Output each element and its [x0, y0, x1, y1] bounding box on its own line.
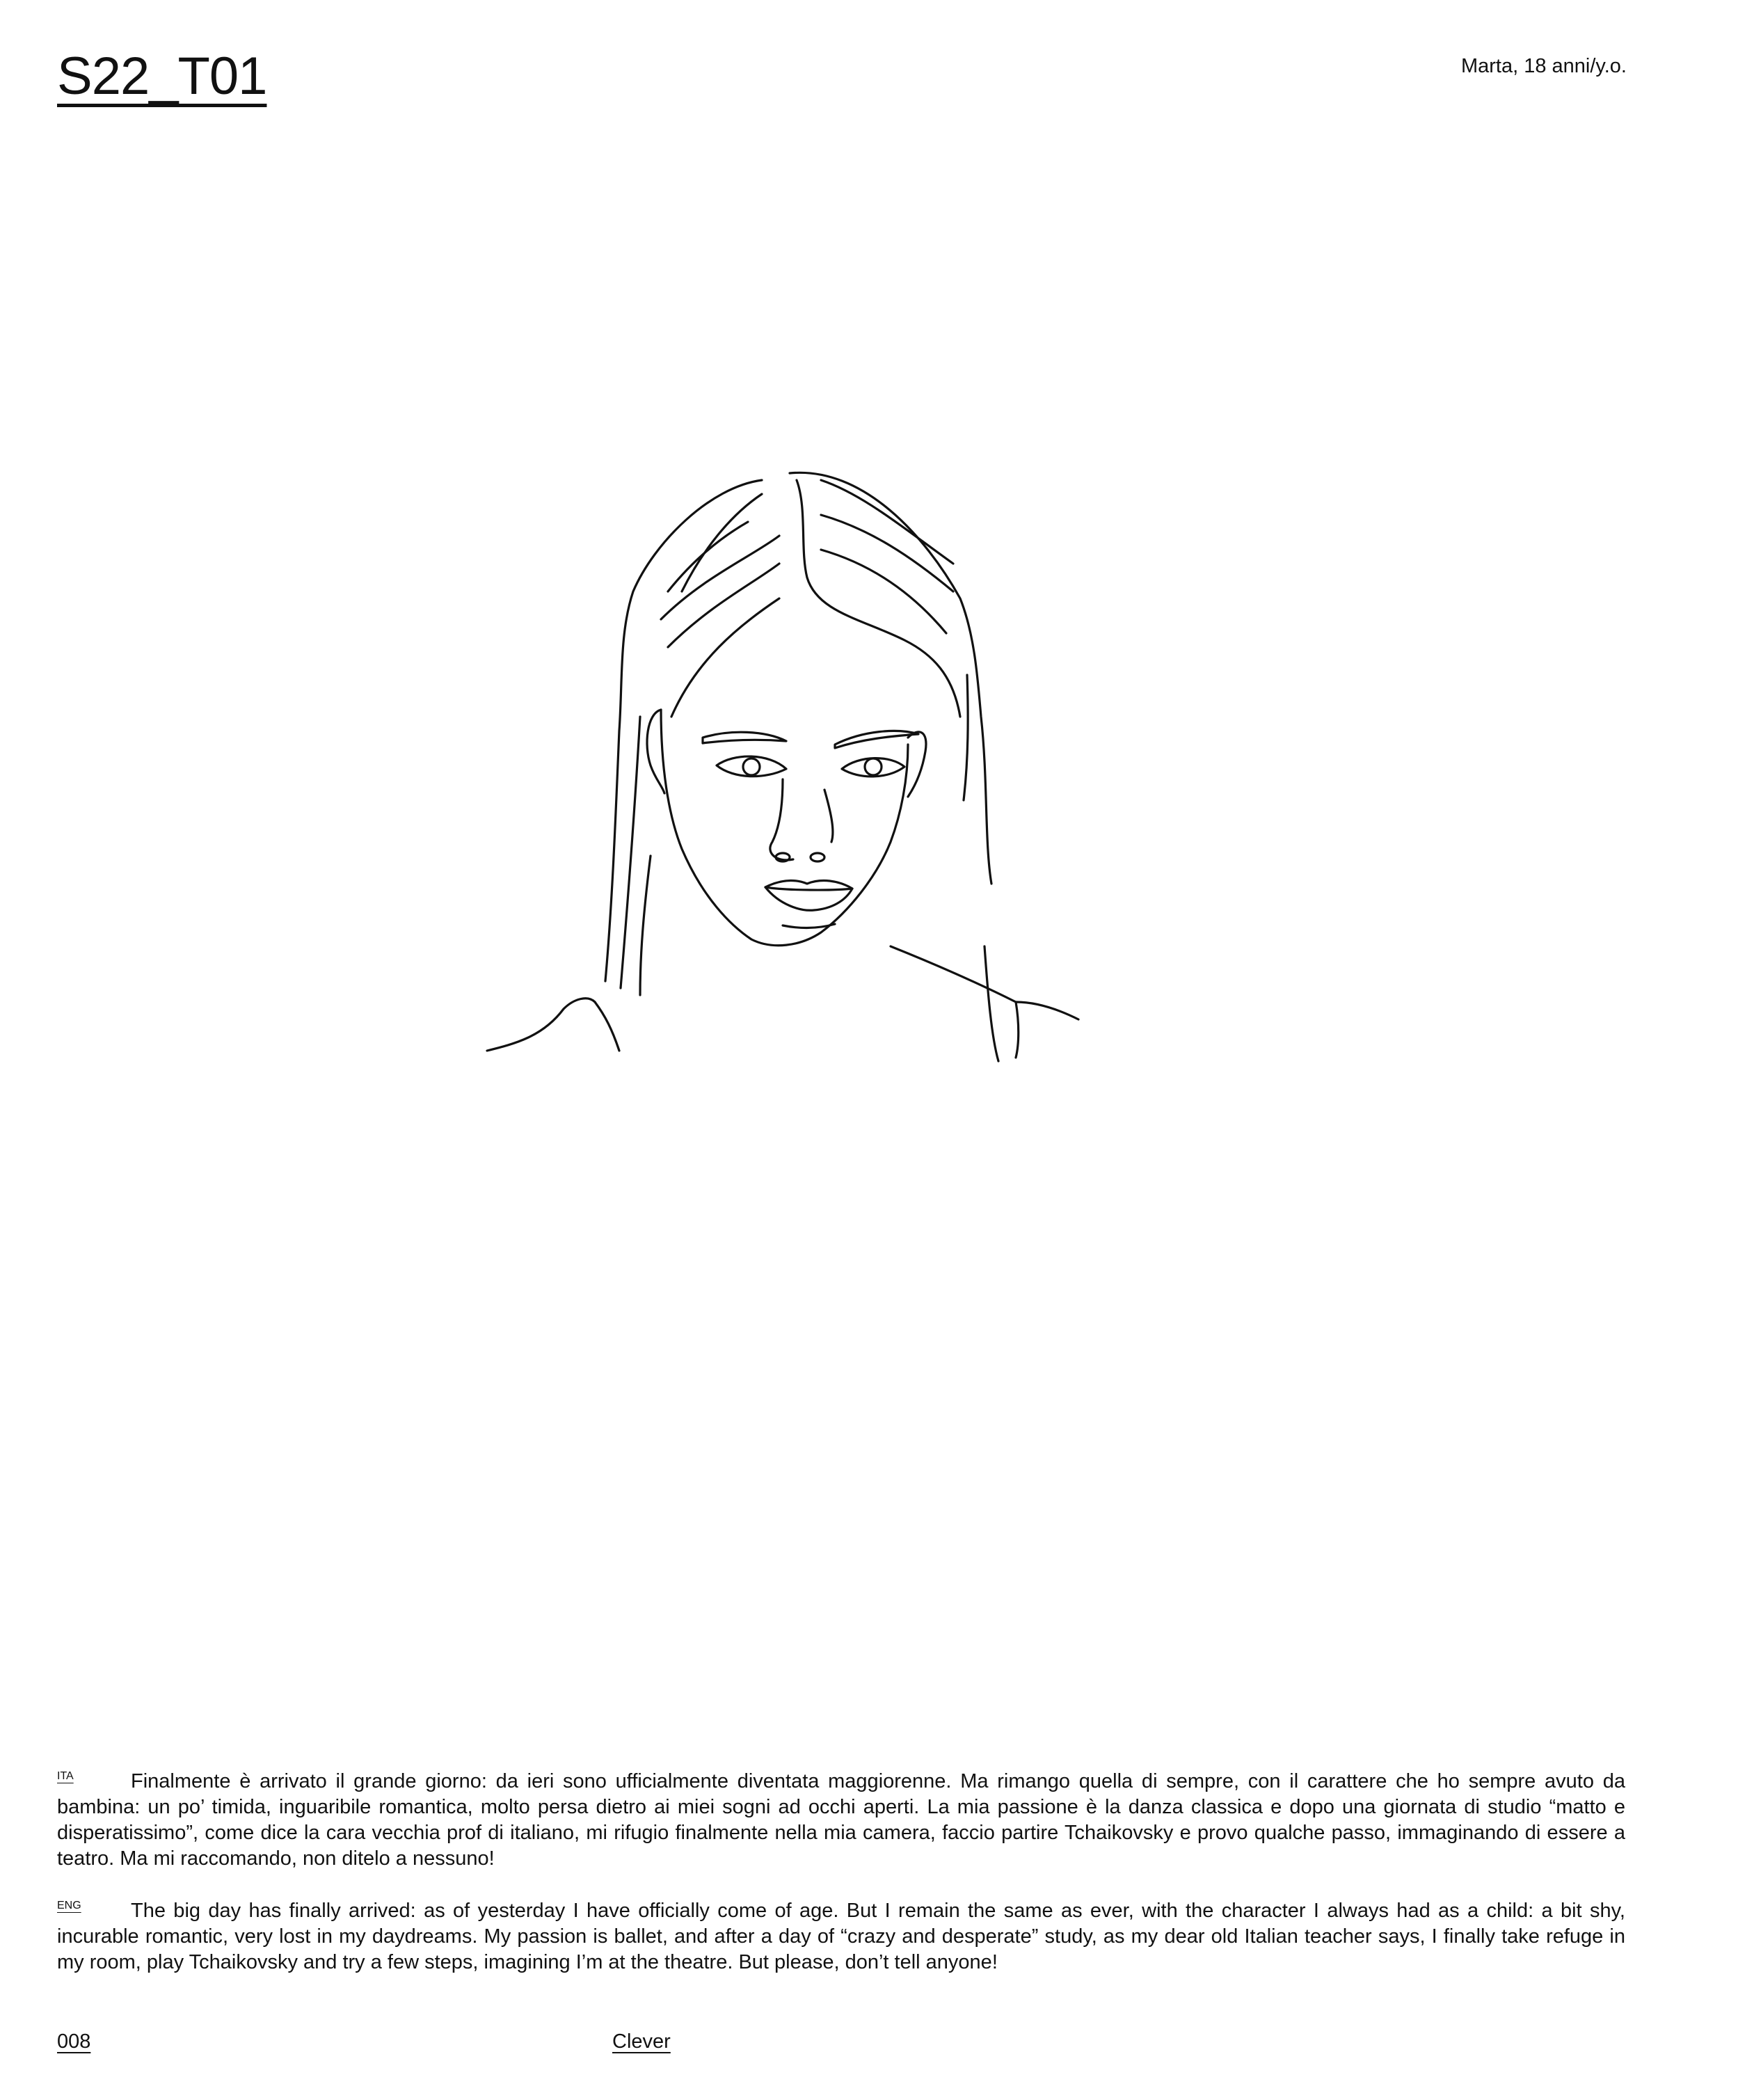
magazine-name: Clever — [612, 2030, 671, 2053]
ita-language-tag: ITA — [57, 1770, 74, 1782]
page-number: 008 — [57, 2030, 91, 2053]
ita-body-text: Finalmente è arrivato il grande giorno: da ieri sono ufficialmente diventata maggiorenne. Ma rimango quella di sempre, con il carattere che ho sempre avuto da bambina: un po’ timida, inguaribile romantica, molto persa dietro ai miei sogni ad occhi aperti. La mia passione è la danza classica e dopo una giornata di studio “matto e disperatissimo”, come dice la cara vecchia prof di italiano, mi rifugio finalmente nella mia camera, faccio partire Tchaikovsky e provo qualche passo, immaginando di essere a teatro. Ma mi raccomando, non ditelo a nessuno! — [57, 1770, 1625, 1870]
portrait-illustration — [473, 452, 1218, 1197]
subject-caption: Marta, 18 anni/y.o. — [1460, 55, 1627, 77]
line-drawing-portrait-icon — [473, 452, 1218, 1197]
eng-language-tag: ENG — [57, 1900, 81, 1911]
english-paragraph — [57, 1893, 1625, 1975]
italian-paragraph — [57, 1763, 1625, 1872]
page-title: S22_T01 — [57, 47, 267, 106]
eng-body-text: The big day has finally arrived: as of yesterday I have officially come of age. But I remain the same as ever, with the character I always had as a child: a bit shy, incurable romantic, very lost in my daydreams. My passion is ballet, and after a day of “crazy and desperate” study, as my dear old Italian teacher says, I finally take refuge in my room, play Tchaikovsky and try a few steps, imagining I’m at the theatre. But please, don’t tell anyone! — [57, 1900, 1625, 1973]
